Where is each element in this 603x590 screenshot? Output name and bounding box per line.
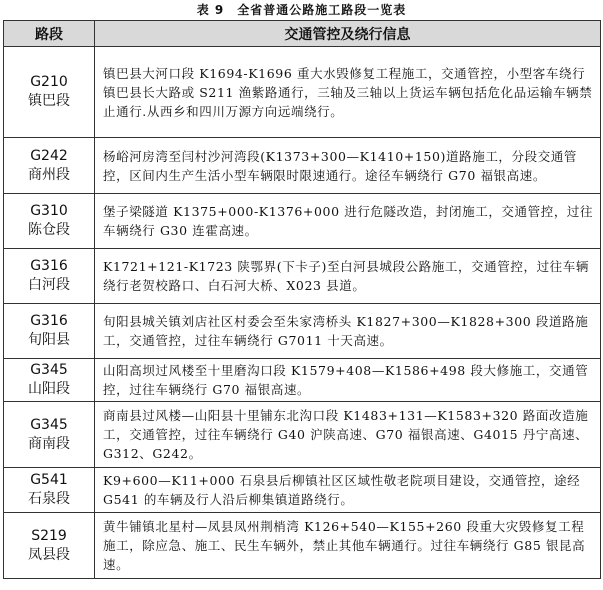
table-row	[4, 513, 601, 579]
info-cell: 堡子梁隧道 K1375+000-K1376+000 进行危隧改造，封闭施工，交通管控，过往车辆绕行 G30 连霍高速。	[95, 194, 601, 249]
route-code: G316	[30, 258, 68, 274]
route-section: 商州段	[28, 166, 70, 183]
route-code: G210	[30, 74, 68, 90]
info-cell: 镇巴县大河口段 K1694-K1696 重大水毁修复工程施工，交通管控，小型客车绕行镇巴县长大路或 S211 渔紫路通行，三轴及三轴以上货运车辆包括危化品运输车辆禁止通行.从西乡和四川万源方向远端绕行。	[95, 47, 601, 138]
table-row	[4, 402, 601, 468]
route-code: G316	[30, 313, 68, 329]
segment-cell	[4, 47, 95, 138]
segment-cell	[4, 304, 95, 359]
route-code: G310	[30, 203, 68, 219]
route-section: 旬阳县	[28, 332, 70, 348]
segment-cell	[4, 468, 95, 513]
route-section: 石泉段	[28, 491, 70, 507]
segment-cell	[4, 513, 95, 579]
info-cell: 商南县过风楼—山阳县十里铺东北沟口段 K1483+131—K1583+320 路面改造施工，交通管控，过往车辆绕行 G40 沪陕高速、G70 福银高速、G4015 丹宁高速、G312、G242。	[95, 402, 601, 468]
route-section: 陈仓段	[28, 222, 70, 238]
table-row	[4, 194, 601, 249]
table-row	[4, 304, 601, 359]
segment-cell	[4, 402, 95, 468]
table-row	[4, 138, 601, 194]
segment-cell	[4, 138, 95, 194]
table-row	[4, 468, 601, 513]
header-row	[4, 21, 601, 47]
construction-table	[3, 20, 601, 579]
table-row	[4, 249, 601, 304]
route-code: G345	[30, 362, 68, 378]
segment-cell	[4, 194, 95, 249]
route-section: 凤县段	[28, 546, 70, 563]
header-segment: 路段	[4, 21, 95, 47]
route-code: G242	[30, 147, 68, 164]
route-section: 山阳段	[28, 381, 70, 397]
info-cell: 山阳高坝过风楼至十里磨沟口段 K1579+408—K1586+498 段大修施工，交通管控，过往车辆绕行 G70 福银高速。	[95, 359, 601, 402]
info-cell: 杨峪河房湾至闫村沙河湾段(K1373+300—K1410+150)道路施工，分段交通管控，区间内生产生活小型车辆限时限速通行。途径车辆绕行 G70 福银高速。	[95, 138, 601, 194]
route-section: 商南段	[28, 435, 70, 452]
route-section: 白河段	[28, 277, 70, 293]
info-cell: K1721+121-K1723 陕鄂界(下卡子)至白河县城段公路施工，交通管控，过往车辆绕行老贺校路口、白石河大桥、X023 县道。	[95, 249, 601, 304]
route-code: G541	[30, 472, 68, 488]
info-cell: K9+600—K11+000 石泉县后柳镇社区区域性敬老院项目建设，交通管控，途经 G541 的车辆及行人沿后柳集镇道路绕行。	[95, 468, 601, 513]
table-row	[4, 47, 601, 138]
segment-cell	[4, 359, 95, 402]
info-cell: 黄牛铺镇北星村—凤县凤州荆梢湾 K126+540—K155+260 段重大灾毁修复工程施工，除应急、施工、民生车辆外，禁止其他车辆通行。过往车辆绕行 G85 银昆高速。	[95, 513, 601, 579]
route-code: S219	[31, 527, 67, 544]
table-row	[4, 359, 601, 402]
segment-cell	[4, 249, 95, 304]
route-section: 镇巴段	[28, 93, 70, 109]
header-info: 交通管控及绕行信息	[95, 21, 601, 47]
info-cell: 旬阳县城关镇刘店社区村委会至朱家湾桥头 K1827+300—K1828+300 段道路施工，交通管控，过往车辆绕行 G7011 十天高速。	[95, 304, 601, 359]
route-code: G345	[30, 416, 68, 433]
table-caption: 表 9 全省普通公路施工路段一览表	[196, 3, 407, 17]
